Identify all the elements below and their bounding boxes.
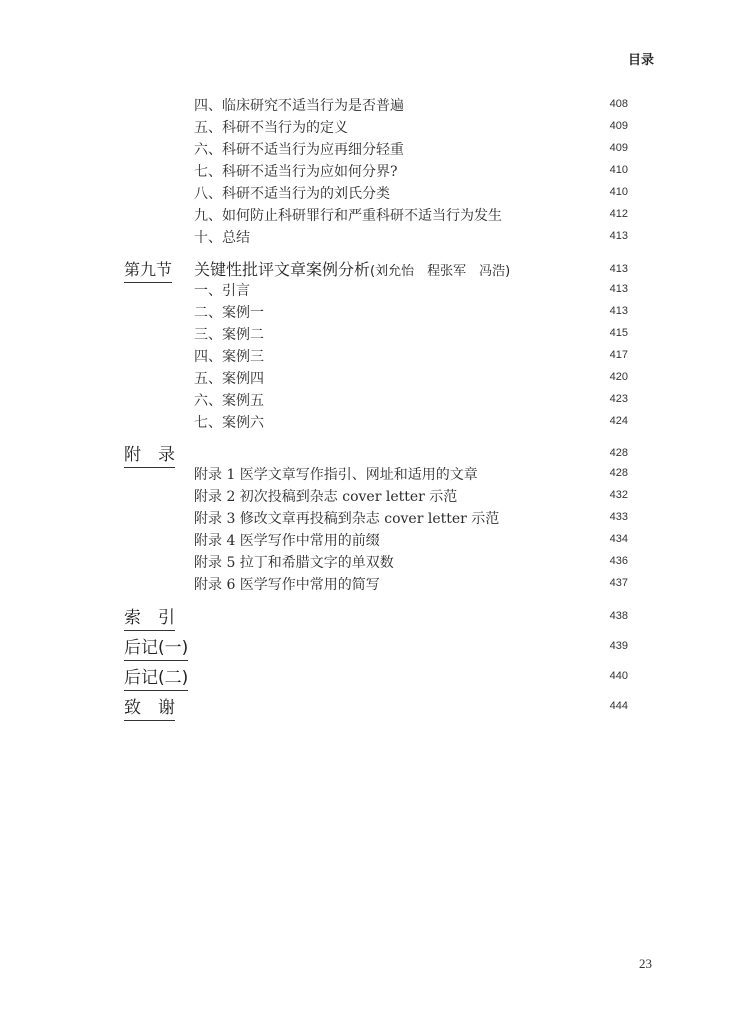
toc-entry-page: 410 [609, 186, 628, 198]
toc-entry-page: 428 [609, 447, 628, 459]
toc-entry-title: 六、案例五 [194, 393, 264, 409]
toc-entry[interactable] [0, 530, 730, 552]
toc-entry[interactable] [0, 346, 730, 368]
toc-entry-page: 410 [609, 164, 628, 176]
toc-entry-page: 440 [609, 670, 628, 682]
toc-entry-page: 413 [609, 230, 628, 242]
toc-entry[interactable] [0, 390, 730, 412]
toc-entry-title: 附录 6 医学写作中常用的简写 [194, 577, 380, 593]
toc-entry-page: 433 [609, 511, 628, 523]
afterword-2-heading: 后记(二) [124, 663, 188, 691]
toc-entry-page: 439 [609, 640, 628, 652]
toc-entry-page: 409 [609, 120, 628, 132]
toc-entry-title: 七、案例六 [194, 415, 264, 431]
page-number: 23 [639, 956, 652, 971]
section-number: 第九节 [124, 257, 172, 283]
toc-entry-title: 八、科研不适当行为的刘氏分类 [194, 186, 390, 202]
toc-entry[interactable] [0, 161, 730, 183]
toc-entry-title: 二、案例一 [194, 305, 264, 321]
toc-entry-page: 444 [609, 700, 628, 712]
toc-entry-page: 436 [609, 555, 628, 567]
toc-entry-title: 十、总结 [194, 230, 250, 246]
toc-entry[interactable] [0, 574, 730, 596]
acknowledgements-heading: 致 谢 [124, 693, 175, 721]
toc-entry-title: 五、科研不当行为的定义 [194, 120, 348, 136]
toc-entry[interactable] [0, 95, 730, 117]
toc-entry-page: 415 [609, 327, 628, 339]
toc-entry-title: 九、如何防止科研罪行和严重科研不适当行为发生 [194, 208, 502, 224]
toc-entry[interactable] [0, 508, 730, 530]
toc-entry[interactable] [0, 280, 730, 302]
toc-entry-page: 432 [609, 489, 628, 501]
toc-entry[interactable] [0, 183, 730, 205]
toc-entry-page: 420 [609, 371, 628, 383]
appendix-heading: 附 录 [124, 440, 175, 468]
toc-entry[interactable] [0, 464, 730, 486]
toc-entry-title: 附录 4 医学写作中常用的前缀 [194, 533, 380, 549]
toc-entry-title: 六、科研不适当行为应再细分轻重 [194, 142, 404, 158]
toc-entry-page: 437 [609, 577, 628, 589]
section-authors: (刘允怡 程张军 冯浩) [370, 264, 511, 279]
toc-entry-page: 413 [609, 263, 628, 275]
toc-entry[interactable] [0, 139, 730, 161]
toc-entry[interactable] [0, 552, 730, 574]
toc-entry-page: 412 [609, 208, 628, 220]
toc-entry-title: 一、引言 [194, 283, 250, 299]
toc-chapter-heading[interactable] [0, 633, 730, 661]
toc-chapter-heading[interactable] [0, 693, 730, 721]
toc-entry-title: 七、科研不适当行为应如何分界? [194, 164, 398, 180]
toc-entry[interactable] [0, 324, 730, 346]
index-heading: 索 引 [124, 603, 175, 631]
running-header: 目录 [627, 53, 654, 68]
toc-entry[interactable] [0, 302, 730, 324]
toc-entry-page: 409 [609, 142, 628, 154]
toc-entry-title: 附录 2 初次投稿到杂志 cover letter 示范 [194, 489, 458, 505]
toc-entry-page: 413 [609, 305, 628, 317]
toc-entry-page: 434 [609, 533, 628, 545]
toc-chapter-heading[interactable] [0, 663, 730, 691]
toc-chapter-heading[interactable] [0, 603, 730, 631]
toc-entry-page: 424 [609, 415, 628, 427]
toc-entry-title: 附录 1 医学文章写作指引、网址和适用的文章 [194, 467, 478, 483]
toc-entry-page: 413 [609, 283, 628, 295]
toc-entry-page: 438 [609, 610, 628, 622]
section-title: 关键性批评文章案例分析 [194, 260, 371, 279]
afterword-1-heading: 后记(一) [124, 633, 188, 661]
toc-entry[interactable] [0, 227, 730, 249]
toc-entry[interactable] [0, 117, 730, 139]
toc-entry[interactable] [0, 368, 730, 390]
toc-entry-page: 417 [609, 349, 628, 361]
toc-entry-title: 附录 5 拉丁和希腊文字的单双数 [194, 555, 394, 571]
toc-entry-page: 423 [609, 393, 628, 405]
toc-entry[interactable] [0, 412, 730, 434]
toc-entry-title: 五、案例四 [194, 371, 264, 387]
toc-entry-page: 408 [609, 98, 628, 110]
toc-entry-title: 附录 3 修改文章再投稿到杂志 cover letter 示范 [194, 511, 500, 527]
toc-entry-title: 四、案例三 [194, 349, 264, 365]
toc-entry-title: 四、临床研究不适当行为是否普遍 [194, 98, 404, 114]
toc-entry-page: 428 [609, 467, 628, 479]
toc-entry-title: 三、案例二 [194, 327, 264, 343]
toc-entry[interactable] [0, 486, 730, 508]
toc-entry[interactable] [0, 205, 730, 227]
